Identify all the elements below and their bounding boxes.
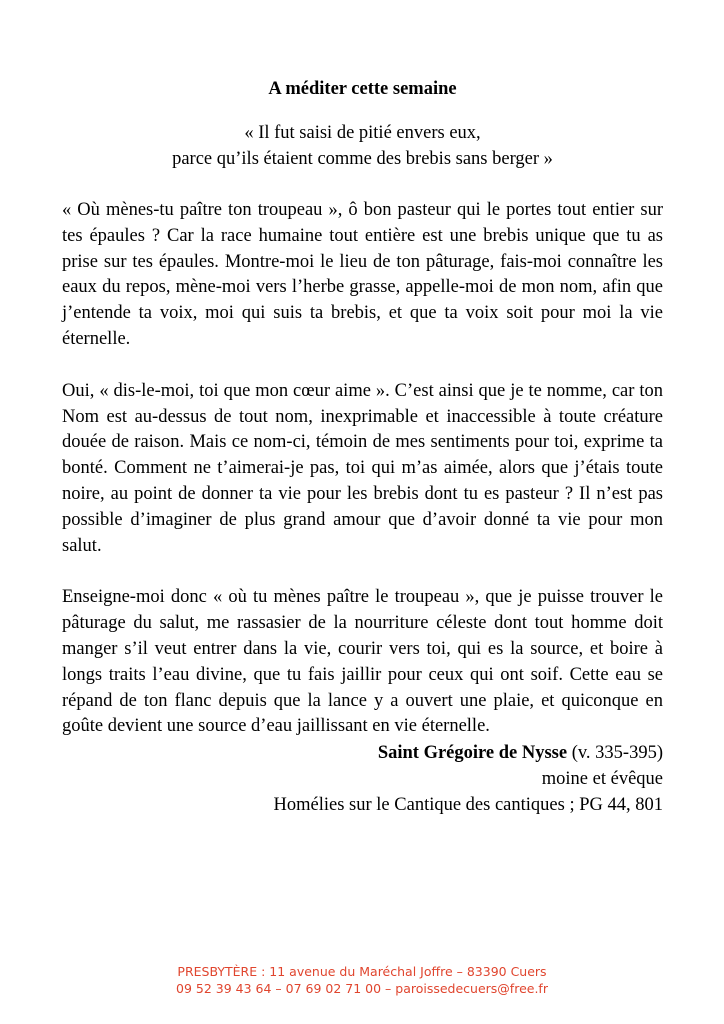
author-dates: (v. 335-395) xyxy=(567,743,663,764)
paragraph-3: Enseigne-moi donc « où tu mènes paître le troupeau », que je puisse trouver le pâturage du salut, me rassasier de la nourriture céleste dont tout homme doit manger s’il veut entrer dans la vie, courir vers toi, qui es la source, et boire à longs traits l’eau divine, que tu fais jaillir pour ceux qui ont soif. Cette eau se répand de ton flanc depuis que la lance y a ouvert une plaie, et quiconque en goûte devient une source d’eau jaillissant en vie éternelle. xyxy=(62,587,663,737)
page-title: A méditer cette semaine xyxy=(268,79,457,99)
epigraph-line-2: parce qu’ils étaient comme des brebis sans berger » xyxy=(172,149,553,169)
source-reference: Homélies sur le Cantique des cantiques ; PG 44, 801 xyxy=(273,795,663,816)
epigraph xyxy=(62,120,663,172)
footer-contact: 09 52 39 43 64 – 07 69 02 71 00 – paroissedecuers@free.fr xyxy=(176,981,548,996)
paragraph-1: « Où mènes-tu paître ton troupeau », ô bon pasteur qui le portes tout entier sur tes épaules ? Car la race humaine tout entière est une brebis unique que tu as prise sur tes épaules. Montre-moi le lieu de ton pâturage, fais-moi connaître les eaux du repos, mène-moi vers l’herbe grasse, appelle-moi de mon nom, afin que j’entende ta voix, moi qui suis ta brebis, et que ta voix soit pour moi la vie éternelle. xyxy=(62,200,663,349)
footer-address: PRESBYTÈRE : 11 avenue du Maréchal Joffre – 83390 Cuers xyxy=(177,964,547,979)
epigraph-line-1: « Il fut saisi de pitié envers eux, xyxy=(244,123,481,143)
document-body xyxy=(62,76,663,818)
footer xyxy=(0,963,724,997)
author-name: Saint Grégoire de Nysse xyxy=(377,743,568,764)
attribution-author-line xyxy=(62,740,663,766)
paragraph-2: Oui, « dis-le-moi, toi que mon cœur aime ». C’est ainsi que je te nomme, car ton Nom est au-dessus de tout nom, inexprimable et inaccessible à toute créature douée de raison. Mais ce nom-ci, témoin de mes sentiments pour toi, exprime ta bonté. Comment ne t’aimerai-je pas, toi qui m’as aimée, alors que j’étais toute noire, au point de donner ta vie pour les brebis dont tu es pasteur ? Il n’est pas possible d’imaginer de plus grand amour que d’avoir donné ta vie pour mon salut. xyxy=(62,380,663,556)
author-role: moine et évêque xyxy=(541,769,663,790)
attribution xyxy=(62,740,663,818)
